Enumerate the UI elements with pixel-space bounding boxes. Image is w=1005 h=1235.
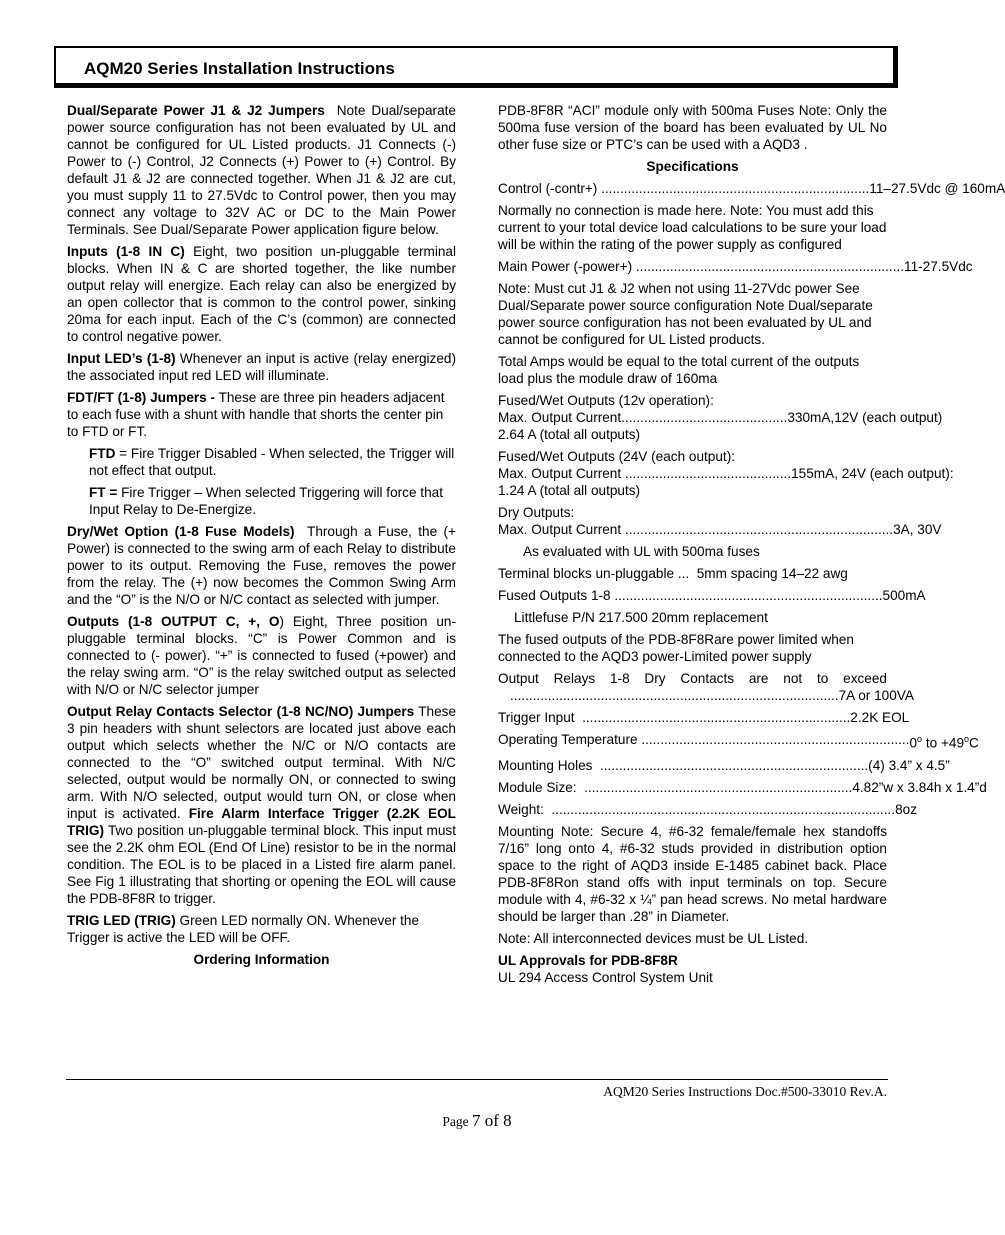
inputs-title: Inputs (1-8 IN C)	[67, 244, 185, 259]
dual-title: Dual/Separate Power J1 & J2 Jumpers	[67, 103, 325, 118]
spec-fw24: Max. Output Current ............................................ 155mA, 24V (each output):	[498, 466, 954, 481]
left-column	[67, 102, 456, 973]
outputs-title: Outputs (1-8 OUTPUT C, +, O	[67, 614, 280, 629]
specs-title: Specifications	[646, 159, 739, 174]
fw24-block	[498, 448, 954, 499]
relays-block	[498, 670, 914, 704]
spec-label: Max. Output Current	[498, 466, 622, 481]
spec-label: Main Power (-power+)	[498, 259, 633, 274]
specs-heading	[498, 158, 887, 175]
spec-weight: Weight: ........................................................................................... 8oz	[498, 801, 918, 817]
spec-operating-temp: Operating Temperature ....................................................................... 0$^o$ to $+49^oC$	[498, 732, 979, 751]
spec-label: Terminal blocks un-pluggable	[498, 566, 675, 581]
spec-value: 330mA,12V (each output)	[787, 410, 943, 425]
intro-text: PDB-8F8R “ACI” module only with 500ma Fuses Note: Only the 500ma fuse version of the board has been evaluated by UL No other fuse size or PTC’s can be used with a AQD3 .	[498, 103, 887, 152]
inputs-text: Eight, two position un-pluggable terminal blocks. When IN & C are shorted together, the like number output relay will energize. Each relay can also be energized by an open collector that is common to the control power, sinking 20ma for each input. Each of the C’s (common) are connected to control negative power.	[67, 244, 456, 344]
spec-label: Operating Temperature	[498, 732, 638, 747]
spec-label: Trigger Input	[498, 710, 575, 725]
spec-main-power: Main Power (-power+) ....................................................................... 11-27.5Vdc	[498, 259, 973, 274]
ft-section	[89, 484, 456, 518]
fw24-total: 1.24 A (total all outputs)	[498, 483, 641, 498]
spec-module-size: Module Size: ....................................................................... 4.82”w x 3.84h x 1.4”d	[498, 779, 987, 795]
outputs-text: ) Eight, Three position un-pluggable terminal blocks. “C” is Power Common and is connected to (- power). “+” is connected to fused (+power) and the relay swing arm. “O” is the relay switched output as selected with N/O or N/C selector jumper	[67, 614, 457, 697]
spec-label: Max. Output Current	[498, 522, 622, 537]
fw12-block	[498, 392, 943, 443]
spec-value: 5mm spacing 14–22 awg	[696, 566, 848, 581]
trig-text: Green LED normally ON. Whenever the Trigger is active the LED will be OFF.	[67, 913, 420, 945]
page-title: AQM20 Series Installation Instructions	[84, 59, 395, 78]
spec-label: Module Size:	[498, 779, 577, 795]
title-box	[54, 46, 898, 88]
trig-title: TRIG LED (TRIG)	[67, 913, 176, 928]
ftd-label: FTD	[89, 446, 116, 461]
ordering-title: Ordering Information	[193, 952, 330, 967]
fdt-section	[67, 389, 456, 440]
spec-value: 500mA	[882, 588, 926, 603]
selector-title: Output Relay Contacts Selector (1-8 NC/NO) Jumpers	[67, 704, 415, 719]
main-power-note: Note: Must cut J1 & J2 when not using 11-27Vdc power See Dual/Separate power source configuration Note Dual/separate power source configuration has not been evaluated by UL and cannot be configured for UL Listed products.	[498, 281, 873, 347]
drywet-title: Dry/Wet Option (1-8 Fuse Models)	[67, 524, 295, 539]
ordering-heading	[67, 951, 456, 968]
page-count: 7 of 8	[471, 1111, 512, 1130]
spec-relays: ....................................................................................... 7A or 100VA	[510, 688, 914, 703]
page-prefix: Page	[442, 1114, 469, 1129]
spec-trigger: Trigger Input ....................................................................... 2.2K EOL	[498, 710, 910, 725]
right-column	[498, 102, 1005, 986]
ftd-text: = Fire Trigger Disabled - When selected, the Trigger will not effect that output.	[89, 446, 455, 478]
relays-text: Output Relays 1-8 Dry Contacts are not to exceed	[498, 671, 887, 686]
spec-label: Weight:	[498, 801, 544, 817]
spec-value: 2.2K EOL	[850, 710, 910, 725]
ul-approvals	[498, 952, 887, 986]
spec-label: Control (-contr+)	[498, 181, 598, 196]
spec-value: 0$^o$ to $+49^oC$	[909, 734, 979, 751]
ftd-section	[89, 445, 456, 479]
ft-label: FT =	[89, 485, 118, 500]
fdt-text: These are three pin headers adjacent to each fuse with a shunt with handle that shorts the center pin to FTD or FT.	[67, 390, 445, 439]
ul-listed-note: Note: All interconnected devices must be UL Listed.	[498, 930, 809, 946]
spec-value: 4.82”w x 3.84h x 1.4”d	[852, 779, 987, 795]
outputs-section	[67, 613, 456, 698]
fw24-title: Fused/Wet Outputs (24V (each output):	[498, 449, 736, 464]
spec-mounting-holes: Mounting Holes ....................................................................... (4) 3.4” x 4.5”	[498, 757, 950, 773]
spec-value: 8oz	[895, 801, 918, 817]
trig-section	[67, 912, 456, 946]
ft-text: Fire Trigger – When selected Triggering will force that Input Relay to De-Energize.	[89, 485, 443, 517]
spec-value: 11–27.5Vdc @ 160mA	[869, 181, 1005, 196]
dry-note: As evaluated with UL with 500ma fuses	[523, 544, 760, 559]
spec-label: Mounting Holes	[498, 757, 593, 773]
spec-label: Fused Outputs 1-8	[498, 588, 611, 603]
dry-title: Dry Outputs:	[498, 505, 575, 520]
fw12-title: Fused/Wet Outputs (12v operation):	[498, 393, 714, 408]
fw12-total: 2.64 A (total all outputs)	[498, 427, 641, 442]
spec-value: 11-27.5Vdc	[904, 259, 973, 274]
spec-fused: Fused Outputs 1-8 ....................................................................... 500mA	[498, 588, 926, 603]
leds-text: Whenever an input is active (relay energized) the associated input red LED will illuminate.	[67, 351, 456, 383]
dual-text: Note Dual/separate power source configuration has not been evaluated by UL and cannot be configured for UL Listed products. J1 Connects (-) Power to (-) Control, J2 Connects (+) Power to (+) Control. By default J1 & J2 are connected together. When J1 & J2 are cut, you must supply 11 to 27.5Vdc to Control power, then you may connect any voltage to 32V AC or DC to the Main Power Terminals. See Dual/Separate Power application figure below.	[67, 103, 456, 237]
selector-text: These 3 pin headers with shunt selectors are located just above each output which selects whether the N/C or N/O contacts are connected to the “O” switched output terminal. With N/C selected, output would be normally ON, or connected to swing arm. With N/O selected, output would turn ON, or close when input is activated.	[67, 704, 456, 821]
selector-section	[67, 703, 456, 907]
spec-value: (4) 3.4” x 4.5”	[868, 757, 950, 773]
spec-terminal: Terminal blocks un-pluggable ... 5mm spacing 14–22 awg	[498, 566, 848, 581]
spec-fw12: Max. Output Current ............................................ 330mA,12V (each output)	[498, 410, 943, 425]
dry-block	[498, 504, 942, 538]
spec-label: Max. Output Current	[498, 410, 622, 425]
fire-text: Two position un-pluggable terminal block. This input must see the 2.2K ohm EOL (End Of Line) resistor to be in the normal condition. The EOL is to be placed in a Listed fire alarm panel. See Fig 1 illustrating that shorting or opening the EOL will cause the PDB-8F8R to trigger.	[67, 823, 457, 906]
leds-section	[67, 350, 456, 384]
page-number	[0, 1111, 954, 1131]
inputs-section	[67, 243, 456, 345]
footer-doc-id: AQM20 Series Instructions Doc.#500-33010 Rev.A.	[603, 1084, 887, 1099]
leds-title: Input LED’s (1-8)	[67, 351, 176, 366]
footer-rule	[66, 1079, 888, 1080]
drywet-text: Through a Fuse, the (+ Power) is connected to the swing arm of each Relay to distribute power to its output. Removing the Fuse, removes the power from the relay. The (+) now becomes the Common Swing Arm and the “O” is the N/O or N/C contact as selected with jumper.	[67, 524, 456, 607]
fdt-title: FDT/FT (1-8) Jumpers -	[67, 390, 216, 405]
ul-title: UL Approvals for PDB-8F8R	[498, 952, 678, 968]
power-limited-note: The fused outputs of the PDB-8F8Rare power limited when connected to the AQD3 power-Limited power supply	[498, 632, 854, 664]
spec-control: Control (-contr+) ....................................................................... 11–27.5Vdc @ 160mA	[498, 181, 1005, 196]
dual-section	[67, 102, 456, 238]
spec-value: 3A, 30V	[893, 522, 942, 537]
fire-title: Fire Alarm Interface Trigger (2.2K EOL TRIG)	[67, 806, 456, 838]
ul-text: UL 294 Access Control System Unit	[498, 969, 713, 985]
total-amps-note: Total Amps would be equal to the total current of the outputs load plus the module draw of 160ma	[498, 354, 860, 386]
spec-value: 7A or 100VA	[838, 688, 914, 703]
mounting-note: Mounting Note: Secure 4, #6-32 female/female hex standoffs 7/16” long onto 4, #6-32 studs provided in distribution option space to the right of AQD3 inside E-1485 cabinet back. Place PDB-8F8Ron stand offs with input terminals on top. Secure module with 4, #6-32 x ¼” pan head screws. No metal hardware should be larger than .28” in Diameter.	[498, 823, 887, 924]
spec-dry: Max. Output Current ....................................................................... 3A, 30V	[498, 522, 942, 537]
control-note: Normally no connection is made here. Note: You must add this current to your total device load calculations to be sure your load will be within the rating of the power supply as configured	[498, 203, 887, 252]
littelfuse-note: Littlefuse P/N 217.500 20mm replacement	[514, 610, 768, 625]
spec-value: 155mA, 24V (each output):	[791, 466, 954, 481]
drywet-section	[67, 523, 456, 608]
